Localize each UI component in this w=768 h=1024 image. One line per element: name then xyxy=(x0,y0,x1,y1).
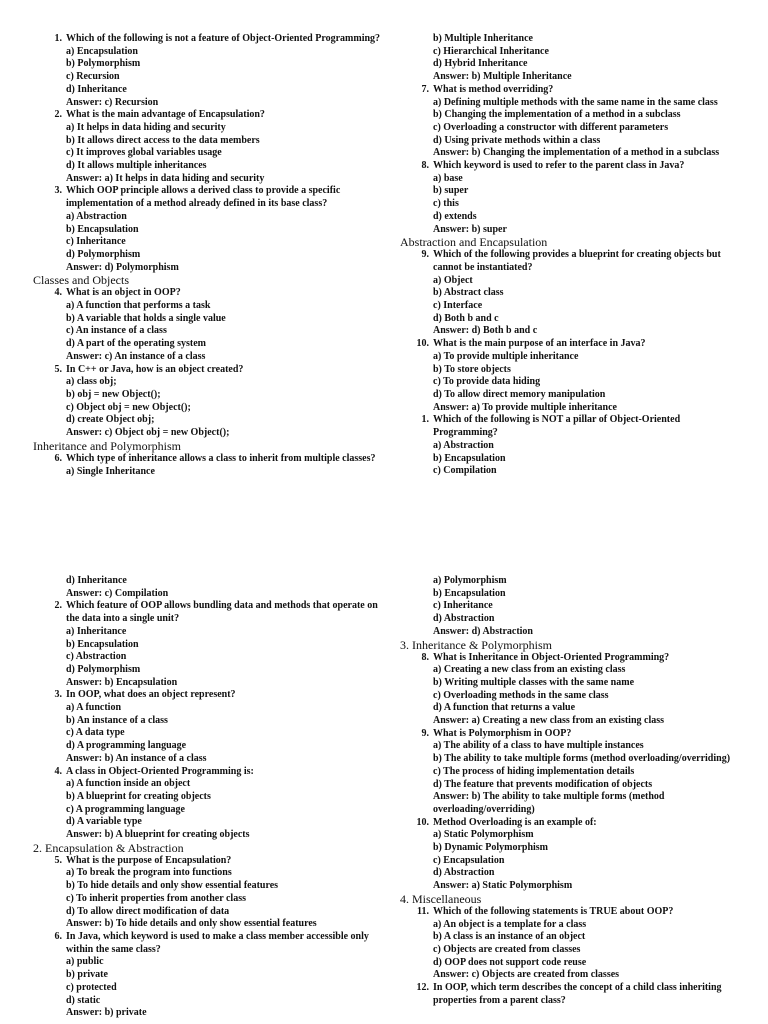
answer-text: Answer: b) Changing the implementation of a method in a subclass xyxy=(433,147,720,159)
option-text: a) Abstraction xyxy=(66,210,127,222)
question-number: 8. xyxy=(421,160,429,172)
section-heading: Classes and Objects xyxy=(33,273,129,288)
option-line xyxy=(400,753,745,766)
option-line xyxy=(400,588,745,601)
option-text: c) A programming language xyxy=(66,803,185,815)
option-text: d) The feature that prevents modification of objects xyxy=(433,778,653,790)
option-text: a) To provide multiple inheritance xyxy=(433,350,579,362)
answer-text: Answer: b) super xyxy=(433,223,507,235)
option-text: a) A function xyxy=(66,702,122,714)
option-line xyxy=(33,466,383,479)
option-text: c) To inherit properties from another class xyxy=(66,892,246,904)
question xyxy=(33,766,383,779)
option-text: b) A blueprint for creating objects xyxy=(66,790,211,802)
section-heading: Inheritance and Polymorphism xyxy=(33,438,181,453)
option-line xyxy=(33,147,383,160)
option-text: c) Overloading methods in the same class xyxy=(433,689,609,701)
option-line xyxy=(400,46,745,59)
option-text: b) Polymorphism xyxy=(66,58,141,70)
question-number: 3. xyxy=(54,185,62,197)
option-text: d) A variable type xyxy=(66,816,142,828)
question-text: Which of the following statements is TRUE about OOP? xyxy=(433,905,674,917)
question xyxy=(400,414,745,439)
option-text: d) A function that returns a value xyxy=(433,702,576,714)
option-text: b) Multiple Inheritance xyxy=(433,33,533,44)
option-text: a) It helps in data hiding and security xyxy=(66,121,226,133)
answer-line xyxy=(400,969,745,982)
option-line xyxy=(400,931,745,944)
option-line xyxy=(33,816,383,829)
question xyxy=(400,249,745,274)
option-line xyxy=(400,275,745,288)
question-text: In OOP, what does an object represent? xyxy=(66,689,236,701)
question-number: 4. xyxy=(54,765,62,777)
option-text: c) A data type xyxy=(66,727,125,739)
option-line xyxy=(400,855,745,868)
option-line xyxy=(400,376,745,389)
question-text: Which of the following provides a blueprint for creating objects but cannot be instantiated? xyxy=(433,249,721,273)
option-text: b) To store objects xyxy=(433,363,511,375)
answer-text: Answer: c) Objects are created from classes xyxy=(433,969,620,981)
option-line xyxy=(400,389,745,402)
option-text: d) To allow direct memory manipulation xyxy=(433,388,606,400)
question xyxy=(33,689,383,702)
option-text: d) Polymorphism xyxy=(66,663,141,675)
answer-text: Answer: b) An instance of a class xyxy=(66,752,207,764)
option-line xyxy=(33,664,383,677)
question-number: 8. xyxy=(421,651,429,663)
option-text: b) A variable that holds a single value xyxy=(66,312,226,324)
question-text: Which feature of OOP allows bundling data and methods that operate on the data into a single unit? xyxy=(66,600,378,625)
question xyxy=(400,982,745,1007)
answer-line xyxy=(400,325,745,338)
option-line xyxy=(400,779,745,792)
question xyxy=(33,109,383,122)
answer-text: Answer: a) Static Polymorphism xyxy=(433,880,573,892)
option-line xyxy=(400,33,745,46)
question-number: 5. xyxy=(54,363,62,375)
question xyxy=(33,185,383,210)
option-line xyxy=(33,880,383,893)
option-line xyxy=(400,58,745,71)
option-line xyxy=(33,702,383,715)
option-line xyxy=(33,338,383,351)
answer-line xyxy=(33,829,383,842)
option-line xyxy=(400,766,745,779)
answer-text: Answer: d) Polymorphism xyxy=(66,261,179,273)
option-line xyxy=(400,300,745,313)
option-line xyxy=(33,995,383,1008)
question-number: 9. xyxy=(421,249,429,261)
option-line xyxy=(33,211,383,224)
option-line xyxy=(33,639,383,652)
answer-text: Answer: d) Both b and c xyxy=(433,325,538,337)
option-line xyxy=(400,842,745,855)
option-text: b) private xyxy=(66,969,108,981)
answer-text: Answer: c) Object obj = new Object(); xyxy=(66,427,230,439)
answer-line xyxy=(33,97,383,110)
option-line xyxy=(400,313,745,326)
answer-text: Answer: b) To hide details and only show essential features xyxy=(66,918,317,930)
option-line xyxy=(400,198,745,211)
section-heading: 4. Miscellaneous xyxy=(400,891,482,906)
question-text: Method Overloading is an example of: xyxy=(433,816,597,828)
option-text: c) It improves global variables usage xyxy=(66,147,222,159)
column-top-right xyxy=(400,33,745,478)
option-text: c) Interface xyxy=(433,300,483,312)
option-line xyxy=(400,453,745,466)
option-text: b) A class is an instance of an object xyxy=(433,931,586,943)
section-heading: 3. Inheritance & Polymorphism xyxy=(400,637,552,652)
question-number: 10. xyxy=(416,338,429,350)
question-number: 11. xyxy=(417,905,429,917)
option-line xyxy=(400,690,745,703)
option-text: c) this xyxy=(433,198,459,210)
option-text: a) class obj; xyxy=(66,376,117,388)
question-text: What is Inheritance in Object-Oriented Programming? xyxy=(433,651,670,663)
option-text: d) OOP does not support code reuse xyxy=(433,956,587,968)
option-line xyxy=(400,575,745,588)
option-line xyxy=(33,313,383,326)
option-line xyxy=(400,867,745,880)
answer-text: Answer: b) Multiple Inheritance xyxy=(433,71,572,83)
answer-line xyxy=(400,402,745,415)
option-line xyxy=(33,893,383,906)
question-text: What is method overriding? xyxy=(433,83,554,95)
option-line xyxy=(33,982,383,995)
option-text: b) Encapsulation xyxy=(433,452,506,464)
option-text: d) Both b and c xyxy=(433,312,499,324)
question xyxy=(33,33,383,46)
option-text: c) Inheritance xyxy=(66,236,126,248)
option-text: d) To allow direct modification of data xyxy=(66,905,230,917)
option-line xyxy=(33,969,383,982)
answer-line xyxy=(33,351,383,364)
option-text: a) Defining multiple methods with the same name in the same class xyxy=(433,96,718,108)
question-number: 6. xyxy=(54,452,62,464)
answer-text: Answer: d) Abstraction xyxy=(433,625,533,637)
option-line xyxy=(33,58,383,71)
option-text: c) Recursion xyxy=(66,71,120,83)
question-number: 1. xyxy=(421,414,429,426)
question-text: What is Polymorphism in OOP? xyxy=(433,727,572,739)
answer-line xyxy=(400,791,745,816)
answer-text: Answer: a) Creating a new class from an existing class xyxy=(433,715,665,727)
option-line xyxy=(33,84,383,97)
option-line xyxy=(33,740,383,753)
answer-line xyxy=(400,626,745,639)
option-text: a) The ability of a class to have multiple instances xyxy=(433,740,644,752)
question-number: 6. xyxy=(54,930,62,942)
question xyxy=(400,84,745,97)
question xyxy=(400,652,745,665)
option-text: a) Single Inheritance xyxy=(66,465,155,477)
option-line xyxy=(400,185,745,198)
question xyxy=(33,931,383,956)
question-number: 7. xyxy=(421,83,429,95)
answer-text: Answer: a) It helps in data hiding and security xyxy=(66,172,265,184)
question-number: 2. xyxy=(54,109,62,121)
option-text: b) Encapsulation xyxy=(66,223,139,235)
option-line xyxy=(33,402,383,415)
question xyxy=(400,906,745,919)
option-line xyxy=(33,71,383,84)
option-text: a) Encapsulation xyxy=(66,45,138,57)
option-text: c) Object obj = new Object(); xyxy=(66,401,191,413)
option-text: a) public xyxy=(66,956,104,968)
option-line xyxy=(400,613,745,626)
option-line xyxy=(400,957,745,970)
option-line xyxy=(400,173,745,186)
answer-line xyxy=(33,588,383,601)
option-text: d) Inheritance xyxy=(66,83,127,95)
option-text: d) Abstraction xyxy=(433,613,495,625)
option-text: d) create Object obj; xyxy=(66,414,155,426)
option-text: a) Object xyxy=(433,274,473,286)
answer-line xyxy=(33,427,383,440)
answer-text: Answer: b) Encapsulation xyxy=(66,676,178,688)
option-text: a) Creating a new class from an existing class xyxy=(433,664,626,676)
question-text: Which of the following is NOT a pillar of Object-Oriented Programming? xyxy=(433,414,681,439)
question-text: Which OOP principle allows a derived class to provide a specific implementation of a method already defined in its base class? xyxy=(66,185,341,210)
option-line xyxy=(33,791,383,804)
option-text: b) Changing the implementation of a method in a subclass xyxy=(433,109,681,121)
answer-line xyxy=(33,753,383,766)
option-line xyxy=(33,236,383,249)
question-text: A class in Object-Oriented Programming is: xyxy=(66,765,254,777)
option-text: a) Static Polymorphism xyxy=(433,829,534,841)
option-text: c) Abstraction xyxy=(66,651,127,663)
option-text: d) Using private methods within a class xyxy=(433,134,601,146)
question-text: In Java, which keyword is used to make a class member accessible only within the same class? xyxy=(66,930,369,955)
option-text: a) A function inside an object xyxy=(66,778,191,790)
option-text: c) Compilation xyxy=(433,465,497,477)
option-text: d) Polymorphism xyxy=(66,248,141,260)
question-text: What is the main advantage of Encapsulation? xyxy=(66,109,265,121)
option-text: a) base xyxy=(433,172,463,184)
answer-line xyxy=(400,71,745,84)
option-line xyxy=(400,944,745,957)
answer-line xyxy=(33,1007,383,1020)
option-line xyxy=(400,97,745,110)
answer-line xyxy=(400,880,745,893)
option-line xyxy=(33,224,383,237)
option-text: d) Abstraction xyxy=(433,867,495,879)
question xyxy=(400,160,745,173)
option-line xyxy=(33,575,383,588)
option-line xyxy=(400,122,745,135)
option-line xyxy=(400,740,745,753)
option-text: d) A part of the operating system xyxy=(66,338,206,350)
option-text: a) An object is a template for a class xyxy=(433,918,587,930)
answer-line xyxy=(33,918,383,931)
answer-line xyxy=(33,173,383,186)
question xyxy=(33,855,383,868)
option-line xyxy=(400,664,745,677)
option-text: b) Encapsulation xyxy=(433,587,506,599)
option-text: d) It allows multiple inheritances xyxy=(66,160,207,172)
option-text: c) Hierarchical Inheritance xyxy=(433,45,549,57)
question-number: 4. xyxy=(54,287,62,299)
option-text: a) Polymorphism xyxy=(433,575,507,586)
option-line xyxy=(33,389,383,402)
option-line xyxy=(33,956,383,969)
option-text: b) Dynamic Polymorphism xyxy=(433,842,548,854)
option-line xyxy=(33,249,383,262)
question-number: 9. xyxy=(421,727,429,739)
option-line xyxy=(33,651,383,664)
option-line xyxy=(33,300,383,313)
option-line xyxy=(33,325,383,338)
option-line xyxy=(33,46,383,59)
option-text: d) static xyxy=(66,994,101,1006)
answer-text: Answer: c) Recursion xyxy=(66,96,159,108)
answer-line xyxy=(400,715,745,728)
option-text: b) Encapsulation xyxy=(66,638,139,650)
answer-text: Answer: b) private xyxy=(66,1007,147,1019)
option-line xyxy=(33,414,383,427)
option-line xyxy=(400,287,745,300)
answer-text: Answer: b) The ability to take multiple forms (method overloading/overriding) xyxy=(433,791,665,815)
column-top-left xyxy=(33,33,383,478)
question xyxy=(400,728,745,741)
column-bottom-right xyxy=(400,575,745,1008)
option-text: b) obj = new Object(); xyxy=(66,388,161,400)
option-line xyxy=(33,715,383,728)
question-text: Which type of inheritance allows a class to inherit from multiple classes? xyxy=(66,452,376,464)
question-number: 12. xyxy=(416,982,429,994)
option-text: c) The process of hiding implementation details xyxy=(433,765,635,777)
option-line xyxy=(400,677,745,690)
option-text: d) extends xyxy=(433,210,477,222)
option-text: c) Encapsulation xyxy=(433,854,505,866)
option-text: a) Abstraction xyxy=(433,439,494,451)
option-line xyxy=(33,778,383,791)
option-line xyxy=(400,135,745,148)
option-text: d) A programming language xyxy=(66,740,187,752)
option-text: c) An instance of a class xyxy=(66,325,167,337)
option-line xyxy=(33,135,383,148)
question-number: 10. xyxy=(416,816,429,828)
question xyxy=(33,600,383,625)
option-text: c) Objects are created from classes xyxy=(433,943,581,955)
option-line xyxy=(400,440,745,453)
option-line xyxy=(400,364,745,377)
question xyxy=(33,453,383,466)
question-text: What is an object in OOP? xyxy=(66,287,181,299)
option-text: a) A function that performs a task xyxy=(66,300,211,312)
option-line xyxy=(400,109,745,122)
option-line xyxy=(400,211,745,224)
option-text: c) Overloading a constructor with different parameters xyxy=(433,121,669,133)
question-number: 3. xyxy=(54,689,62,701)
option-text: b) Writing multiple classes with the same name xyxy=(433,676,635,688)
option-line xyxy=(400,702,745,715)
question-number: 1. xyxy=(54,33,62,44)
option-line xyxy=(33,727,383,740)
option-text: a) Inheritance xyxy=(66,625,127,637)
option-line xyxy=(33,867,383,880)
option-text: b) It allows direct access to the data members xyxy=(66,134,260,146)
option-line xyxy=(400,919,745,932)
option-text: b) To hide details and only show essential features xyxy=(66,880,279,892)
option-text: b) super xyxy=(433,185,469,197)
question-number: 5. xyxy=(54,854,62,866)
question-text: What is the purpose of Encapsulation? xyxy=(66,854,232,866)
answer-line xyxy=(33,677,383,690)
question-text: In C++ or Java, how is an object created? xyxy=(66,363,244,375)
question-text: What is the main purpose of an interface in Java? xyxy=(433,338,646,350)
option-text: d) Hybrid Inheritance xyxy=(433,58,528,70)
answer-text: Answer: b) A blueprint for creating objects xyxy=(66,829,250,841)
answer-line xyxy=(400,147,745,160)
option-text: d) Inheritance xyxy=(66,575,127,586)
section-heading: Abstraction and Encapsulation xyxy=(400,235,548,250)
option-line xyxy=(400,600,745,613)
question xyxy=(400,817,745,830)
option-text: b) The ability to take multiple forms (method overloading/overriding) xyxy=(433,753,731,765)
option-line xyxy=(33,906,383,919)
option-line xyxy=(33,160,383,173)
option-line xyxy=(400,465,745,478)
option-text: b) An instance of a class xyxy=(66,714,168,726)
section-heading: 2. Encapsulation & Abstraction xyxy=(33,840,184,855)
question xyxy=(400,338,745,351)
question-text: In OOP, which term describes the concept of a child class inheriting properties from a parent class? xyxy=(433,982,722,1006)
answer-text: Answer: c) Compilation xyxy=(66,587,169,599)
column-bottom-left xyxy=(33,575,383,1020)
option-text: b) Abstract class xyxy=(433,287,504,299)
question-text: Which keyword is used to refer to the parent class in Java? xyxy=(433,160,685,172)
question xyxy=(33,287,383,300)
option-line xyxy=(33,804,383,817)
question-text: Which of the following is not a feature of Object-Oriented Programming? xyxy=(66,33,381,44)
question-number: 2. xyxy=(54,600,62,612)
answer-text: Answer: c) An instance of a class xyxy=(66,350,206,362)
option-line xyxy=(400,351,745,364)
option-text: c) protected xyxy=(66,981,117,993)
option-text: a) To break the program into functions xyxy=(66,867,232,879)
option-text: c) Inheritance xyxy=(433,600,493,612)
option-text: c) To provide data hiding xyxy=(433,376,541,388)
option-line xyxy=(33,376,383,389)
question xyxy=(33,364,383,377)
option-line xyxy=(33,626,383,639)
option-line xyxy=(33,122,383,135)
answer-text: Answer: a) To provide multiple inheritance xyxy=(433,401,617,413)
option-line xyxy=(400,829,745,842)
